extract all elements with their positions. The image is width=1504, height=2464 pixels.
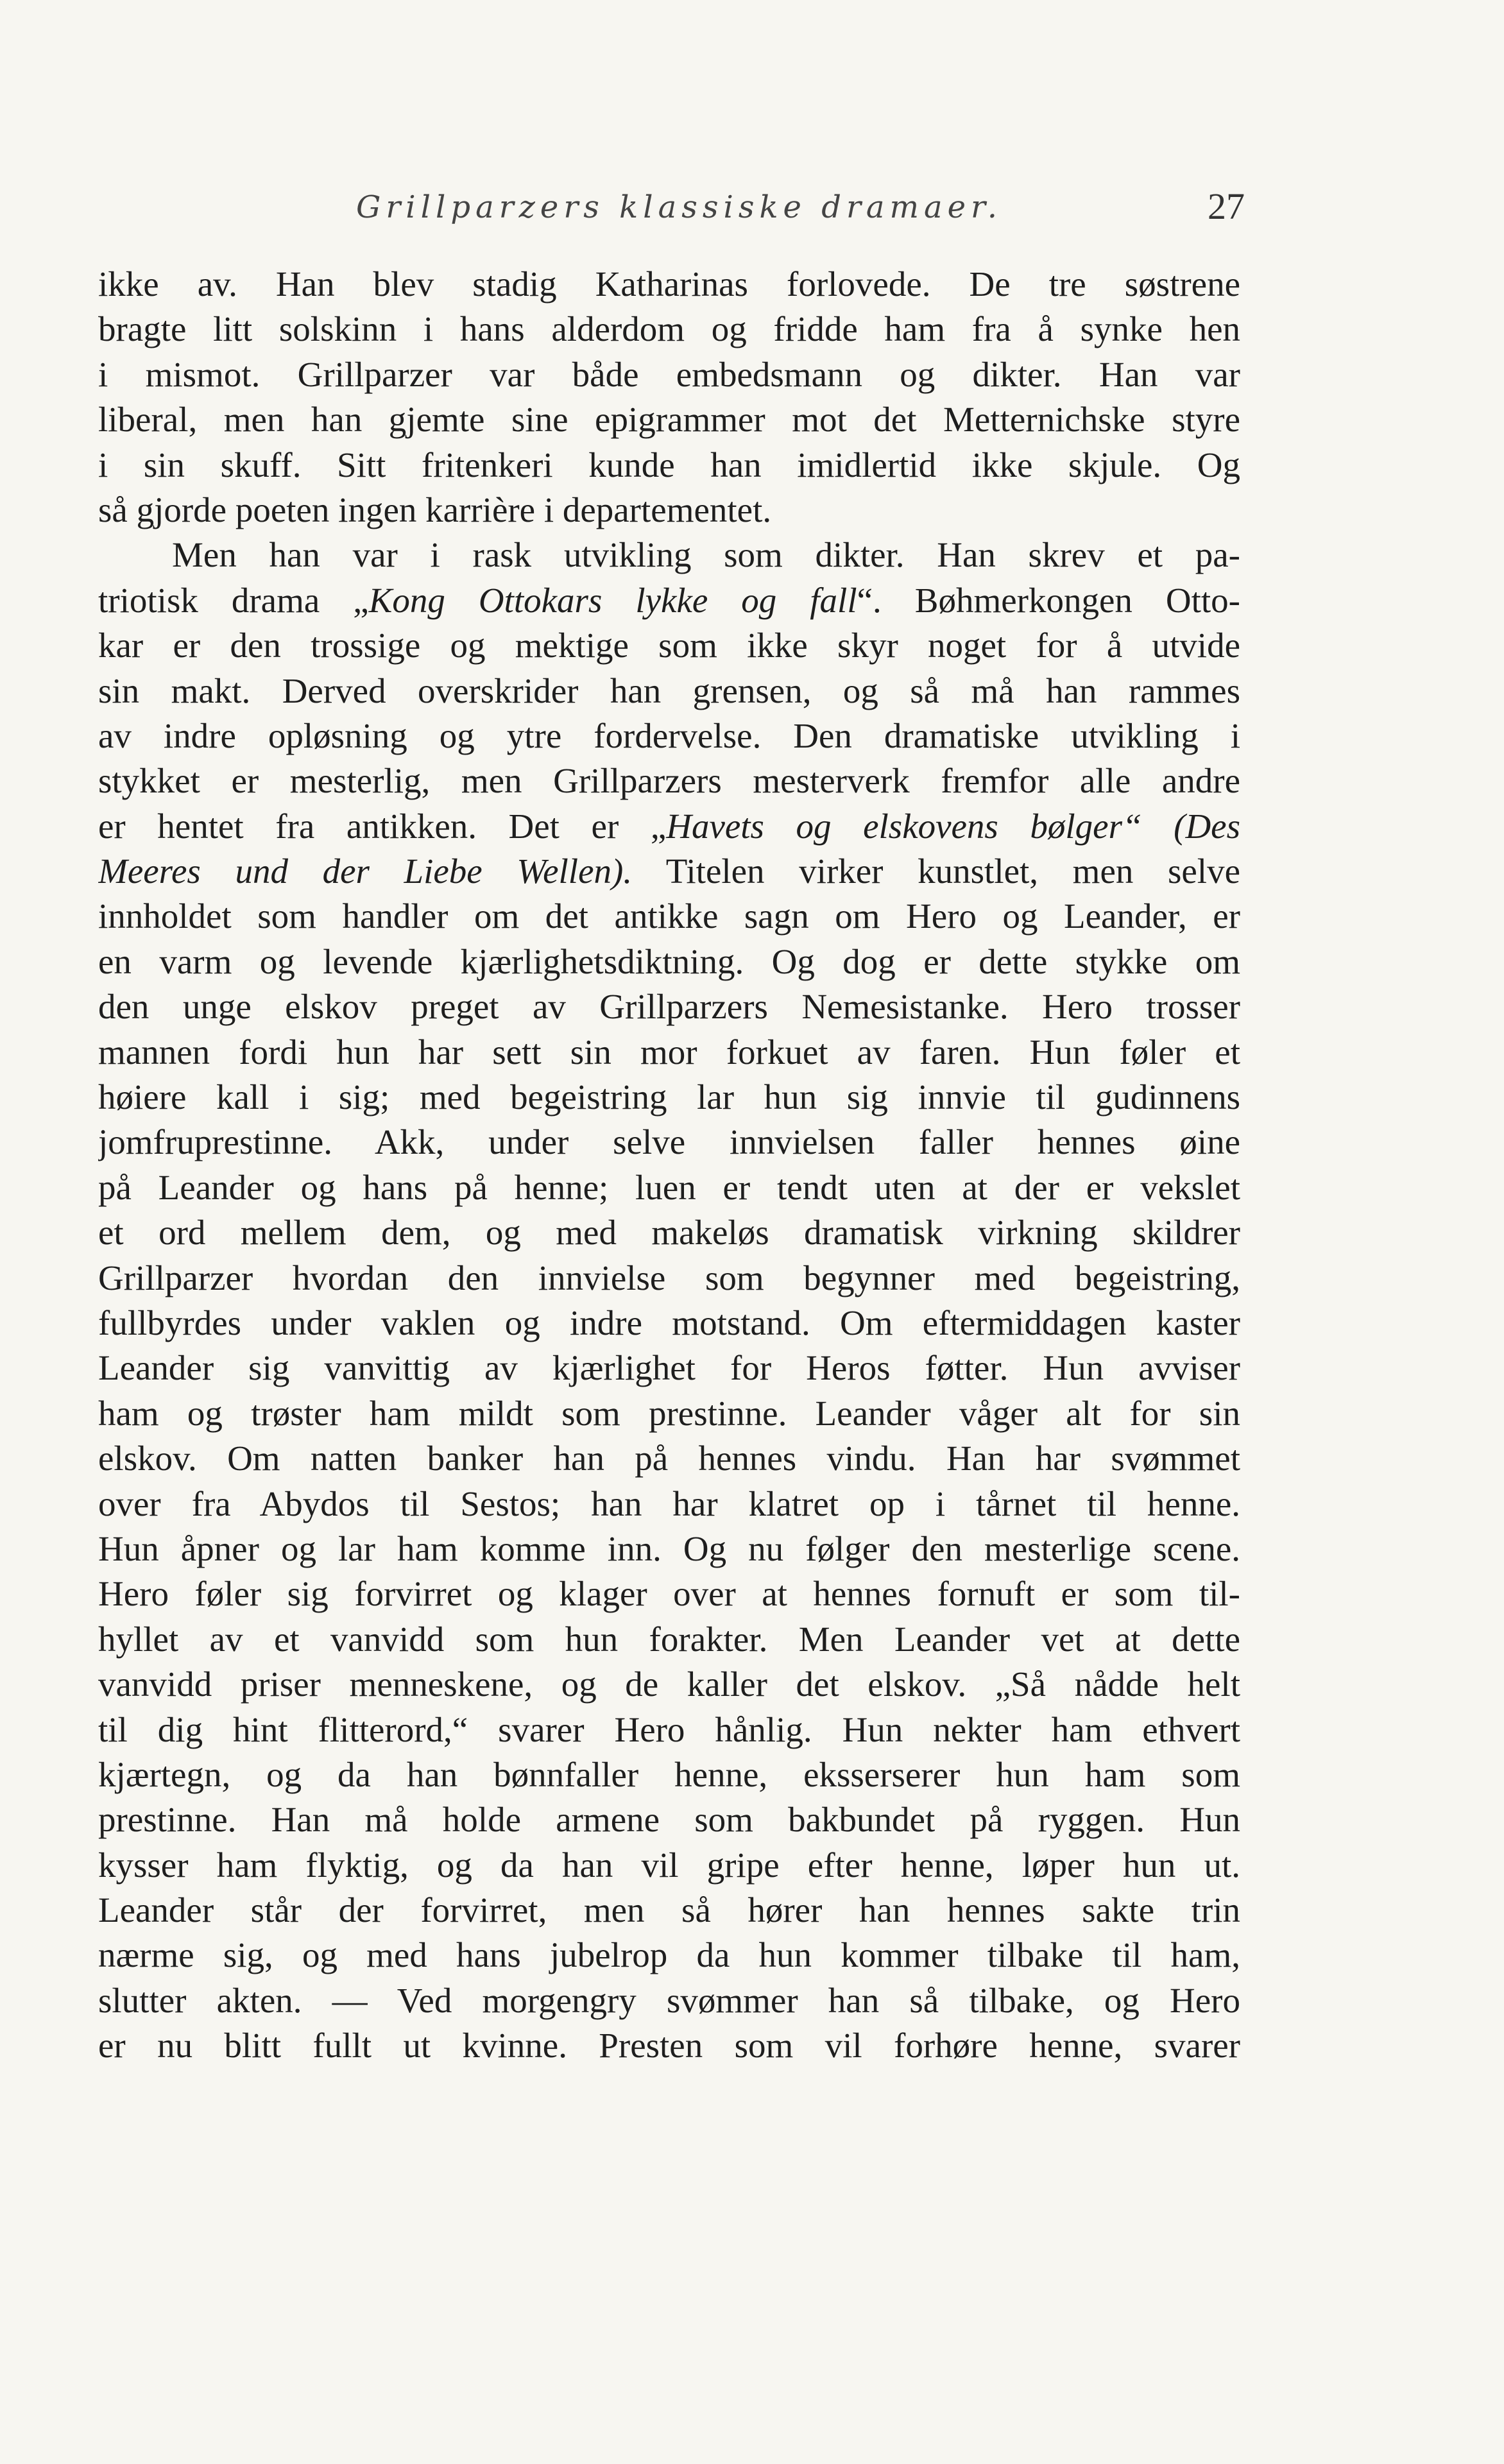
text-line: i sin skuff. Sitt fritenkeri kunde han imidlertid ikke skjule. Og bbox=[98, 445, 1240, 484]
text-line: er hentet fra antikken. Det er „Havets og elskovens bølger“ (Des bbox=[98, 806, 1240, 846]
text-line: nærme sig, og med hans jubelrop da hun kommer tilbake til ham, bbox=[98, 1935, 1240, 1975]
text-line: Leander sig vanvittig av kjærlighet for Heros føtter. Hun avviser bbox=[98, 1348, 1240, 1388]
text-line: Hero føler sig forvirret og klager over at hennes fornuft er som til- bbox=[98, 1574, 1240, 1614]
page-number: 27 bbox=[1208, 185, 1245, 227]
text-line: vanvidd priser menneskene, og de kaller det elskov. „Så nådde helt bbox=[98, 1664, 1240, 1704]
text-line: så gjorde poeten ingen karrière i departementet. bbox=[98, 490, 772, 529]
text-line: en varm og levende kjærlighetsdiktning. Og dog er dette stykke om bbox=[98, 941, 1240, 981]
text-line: innholdet som handler om det antikke sagn om Hero og Leander, er bbox=[98, 896, 1240, 936]
body-text bbox=[98, 262, 1240, 2069]
text-line: prestinne. Han må holde armene som bakbundet på ryggen. Hun bbox=[98, 1800, 1240, 1840]
text-line: til dig hint flitterord,“ svarer Hero hånlig. Hun nekter ham ethvert bbox=[98, 1709, 1240, 1749]
text-line: kjærtegn, og da han bønnfaller henne, eksserserer hun ham som bbox=[98, 1754, 1240, 1794]
text-line: høiere kall i sig; med begeistring lar hun sig innvie til gudinnens bbox=[98, 1077, 1240, 1117]
text-line: av indre opløsning og ytre fordervelse. Den dramatiske utvikling i bbox=[98, 715, 1240, 755]
text-line: i mismot. Grillparzer var både embedsmann og dikter. Han var bbox=[98, 354, 1240, 394]
text-line: slutter akten. — Ved morgengry svømmer han så tilbake, og Hero bbox=[98, 1980, 1240, 2020]
text-line: ikke av. Han blev stadig Katharinas forlovede. De tre søstrene bbox=[98, 264, 1240, 304]
text-line: Meeres und der Liebe Wellen). Titelen virker kunstlet, men selve bbox=[98, 851, 1240, 891]
text-line: fullbyrdes under vaklen og indre motstand. Om eftermiddagen kaster bbox=[98, 1303, 1240, 1342]
text-line: er nu blitt fullt ut kvinne. Presten som vil forhøre henne, svarer bbox=[98, 2026, 1240, 2066]
text-line: et ord mellem dem, og med makeløs dramatisk virkning skildrer bbox=[98, 1213, 1240, 1253]
text-line: Men han var i rask utvikling som dikter. Han skrev et pa- bbox=[172, 535, 1240, 575]
text-line: sin makt. Derved overskrider han grensen, og så må han rammes bbox=[98, 671, 1240, 710]
text-line: kar er den trossige og mektige som ikke skyr noget for å utvide bbox=[98, 626, 1240, 665]
text-line: jomfruprestinne. Akk, under selve innvielsen faller hennes øine bbox=[98, 1122, 1240, 1162]
text-line: liberal, men han gjemte sine epigrammer mot det Metternichske styre bbox=[98, 400, 1240, 440]
text-line: over fra Abydos til Sestos; han har klatret op i tårnet til henne. bbox=[98, 1484, 1240, 1523]
text-line: den unge elskov preget av Grillparzers Nemesistanke. Hero trosser bbox=[98, 987, 1240, 1027]
text-line: Grillparzer hvordan den innvielse som begynner med begeistring, bbox=[98, 1258, 1240, 1297]
text-line: elskov. Om natten banker han på hennes vindu. Han har svømmet bbox=[98, 1439, 1240, 1478]
text-line: kysser ham flyktig, og da han vil gripe efter henne, løper hun ut. bbox=[98, 1845, 1240, 1885]
text-line: mannen fordi hun har sett sin mor forkuet av faren. Hun føler et bbox=[98, 1032, 1240, 1072]
text-line: triotisk drama „Kong Ottokars lykke og fall“. Bøhmerkongen Otto- bbox=[98, 580, 1240, 620]
text-line: bragte litt solskinn i hans alderdom og fridde ham fra å synke hen bbox=[98, 309, 1240, 349]
text-line: ham og trøster ham mildt som prestinne. Leander våger alt for sin bbox=[98, 1393, 1240, 1433]
text-line: på Leander og hans på henne; luen er tendt uten at der er vekslet bbox=[98, 1167, 1240, 1207]
text-line: stykket er mesterlig, men Grillparzers mesterverk fremfor alle andre bbox=[98, 761, 1240, 801]
text-line: Hun åpner og lar ham komme inn. Og nu følger den mesterlige scene. bbox=[98, 1528, 1240, 1568]
running-head: Grillparzers klassiske dramaer. bbox=[356, 189, 1002, 225]
text-line: hyllet av et vanvidd som hun forakter. Men Leander vet at dette bbox=[98, 1619, 1240, 1659]
text-line: Leander står der forvirret, men så hører han hennes sakte trin bbox=[98, 1890, 1240, 1930]
